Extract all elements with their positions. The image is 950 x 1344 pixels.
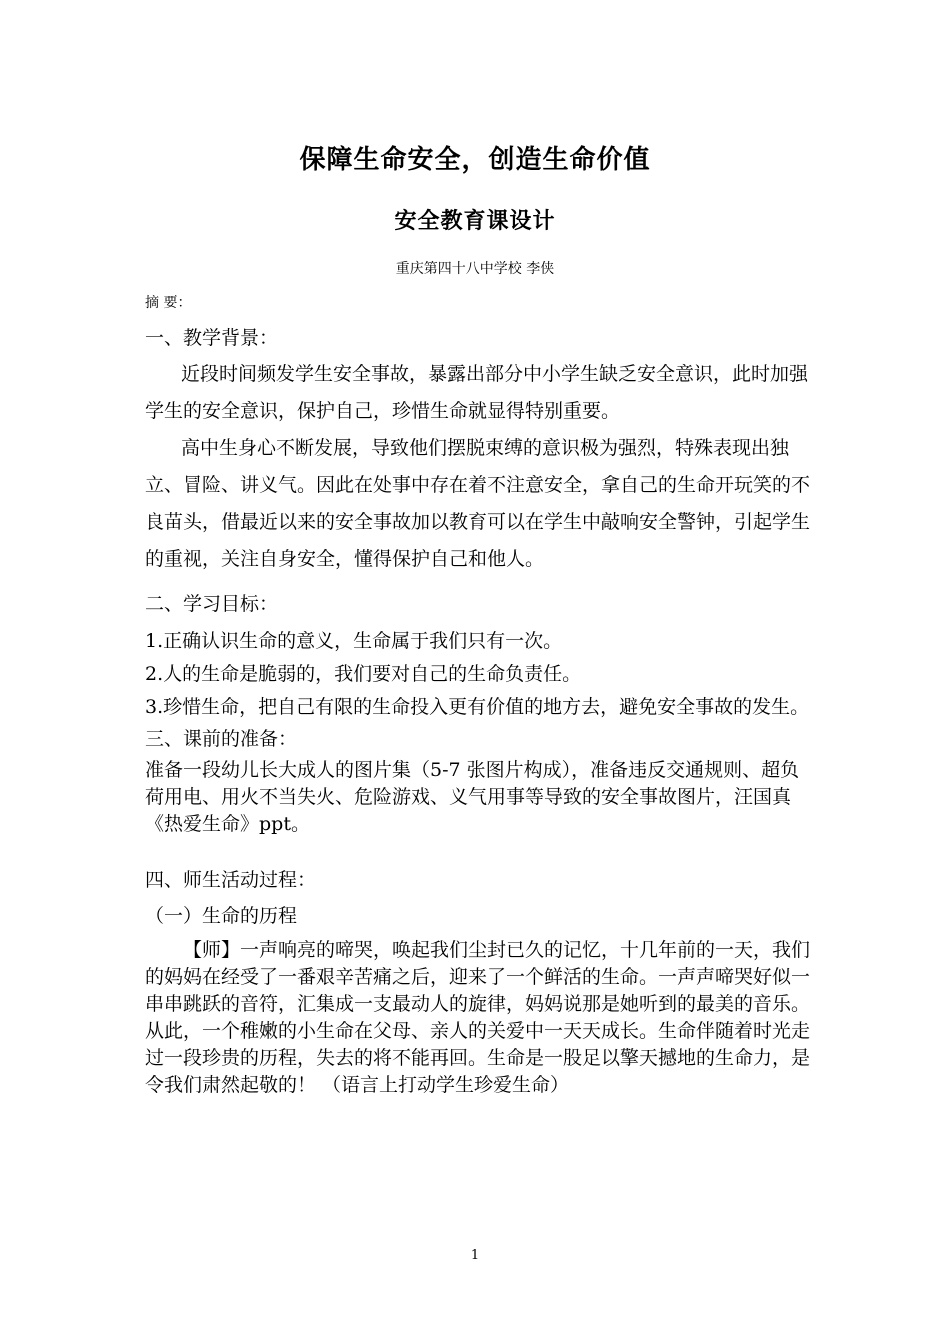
section-heading-preparation: 三、课前的准备： (145, 728, 298, 750)
section-heading-process: 四、师生活动过程： (145, 869, 317, 891)
background-paragraph-2: 高中生身心不断发展，导致他们摆脱束缚的意识极为强烈，特殊表现出独立、冒险、讲义气。因此在处事中存在着不注意安全，拿自己的生命开玩笑的不良苗头，借最近以来的安全事故加以教育可以在学生中敲响安全警钟，引起学生的重视，关注自身安全，懂得保护自己和他人。 (145, 437, 811, 570)
author-line: 重庆第四十八中学校 李侠 (395, 261, 555, 277)
objective-item-1: 1.正确认识生命的意义，生命属于我们只有一次。 (145, 630, 563, 652)
document-subtitle: 安全教育课设计 (394, 209, 556, 234)
subsection-heading-life-course: （一）生命的历程 (145, 905, 298, 927)
document-title: 保障生命安全，创造生命价值 (299, 145, 651, 175)
section-heading-background: 一、教学背景： (145, 327, 279, 349)
document-body (145, 292, 817, 1099)
background-paragraph-1: 近段时间频发学生安全事故，暴露出部分中小学生缺乏安全意识，此时加强学生的安全意识，保护自己，珍惜生命就显得特别重要。 (145, 363, 809, 422)
abstract-label: 摘 要： (145, 295, 192, 311)
section-heading-objectives: 二、学习目标： (145, 593, 279, 615)
preparation-paragraph: 准备一段幼儿长大成人的图片集（5-7 张图片构成），准备违反交通规则、超负荷用电、用火不当失火、危险游戏、义气用事等导致的安全事故图片，汪国真《热爱生命》ppt。 (145, 759, 800, 835)
page-number: 1 (470, 1248, 480, 1263)
objective-item-2: 2.人的生命是脆弱的，我们要对自己的生命负责任。 (145, 663, 582, 685)
teacher-paragraph: 【师】一声响亮的啼哭，唤起我们尘封已久的记忆，十几年前的一天，我们的妈妈在经受了一番艰辛苦痛之后，迎来了一个鲜活的生命。一声声啼哭好似一串串跳跃的音符，汇集成一支最动人的旋律，妈妈说那是她听到的最美的音乐。从此，一个稚嫩的小生命在父母、亲人的关爱中一天天成长。生命伴随着时光走过一段珍贵的历程，失去的将不能再回。生命是一股足以擎天撼地的生命力，是令我们肃然起敬的！ （语言上打动学生珍爱生命） (145, 939, 811, 1096)
objective-item-3: 3.珍惜生命，把自己有限的生命投入更有价值的地方去，避免安全事故的发生。 (145, 696, 810, 718)
